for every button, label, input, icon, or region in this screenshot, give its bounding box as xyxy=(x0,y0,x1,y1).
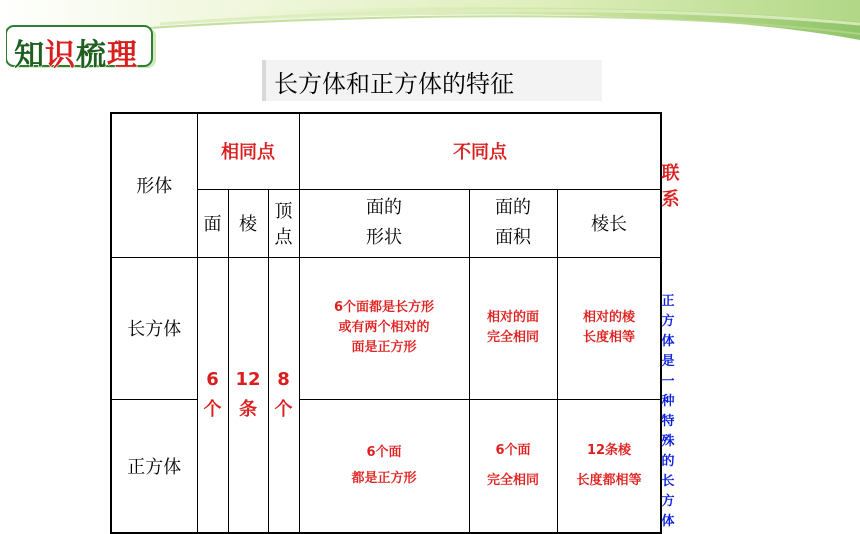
features-table: 形体 相同点 不同点 联系 面 棱 顶 点 面的 形状 面的 面积 棱长 长方体 6 个 12 条 8 个 6个面都是长方形 或有两个相对的 面是正方形 相对的面 完全相同 相对的棱 长度相等 正方体是 一种特殊 的长方体 正方体 6个面 都是正方形 6个面 完全相同 12条棱 长度都相等 xyxy=(110,112,662,534)
cube-face-area: 6个面 完全相同 xyxy=(469,400,557,533)
badge-char: 理 xyxy=(107,38,138,73)
section-badge xyxy=(14,30,138,74)
faces-count: 6 个 xyxy=(197,257,228,533)
subheader-edge: 棱 xyxy=(228,189,268,257)
header-same: 相同点 xyxy=(197,113,299,189)
cuboid-face-area: 相对的面 完全相同 xyxy=(469,257,557,400)
badge-char: 识 xyxy=(45,38,76,73)
cube-face-shape: 6个面 都是正方形 xyxy=(299,400,469,533)
page-title: 长方体和正方体的特征 xyxy=(274,70,514,98)
badge-char: 知 xyxy=(14,38,45,73)
subheader-edge-length: 棱长 xyxy=(557,189,661,257)
row-label-cube: 正方体 xyxy=(111,400,197,533)
subheader-face-shape: 面的 形状 xyxy=(299,189,469,257)
header-different: 不同点 xyxy=(299,113,661,189)
cuboid-edge-length: 相对的棱 长度相等 xyxy=(557,257,661,400)
subheader-vertex: 顶 点 xyxy=(268,189,299,257)
cuboid-face-shape: 6个面都是长方形 或有两个相对的 面是正方形 xyxy=(299,257,469,400)
cube-edge-length: 12条棱 长度都相等 xyxy=(557,400,661,533)
edges-count: 12 条 xyxy=(228,257,268,533)
badge-char: 梳 xyxy=(76,38,107,73)
header-shape: 形体 xyxy=(111,113,197,257)
subheader-face-area: 面的 面积 xyxy=(469,189,557,257)
row-label-cuboid: 长方体 xyxy=(111,257,197,400)
vertices-count: 8 个 xyxy=(268,257,299,533)
subheader-face: 面 xyxy=(197,189,228,257)
